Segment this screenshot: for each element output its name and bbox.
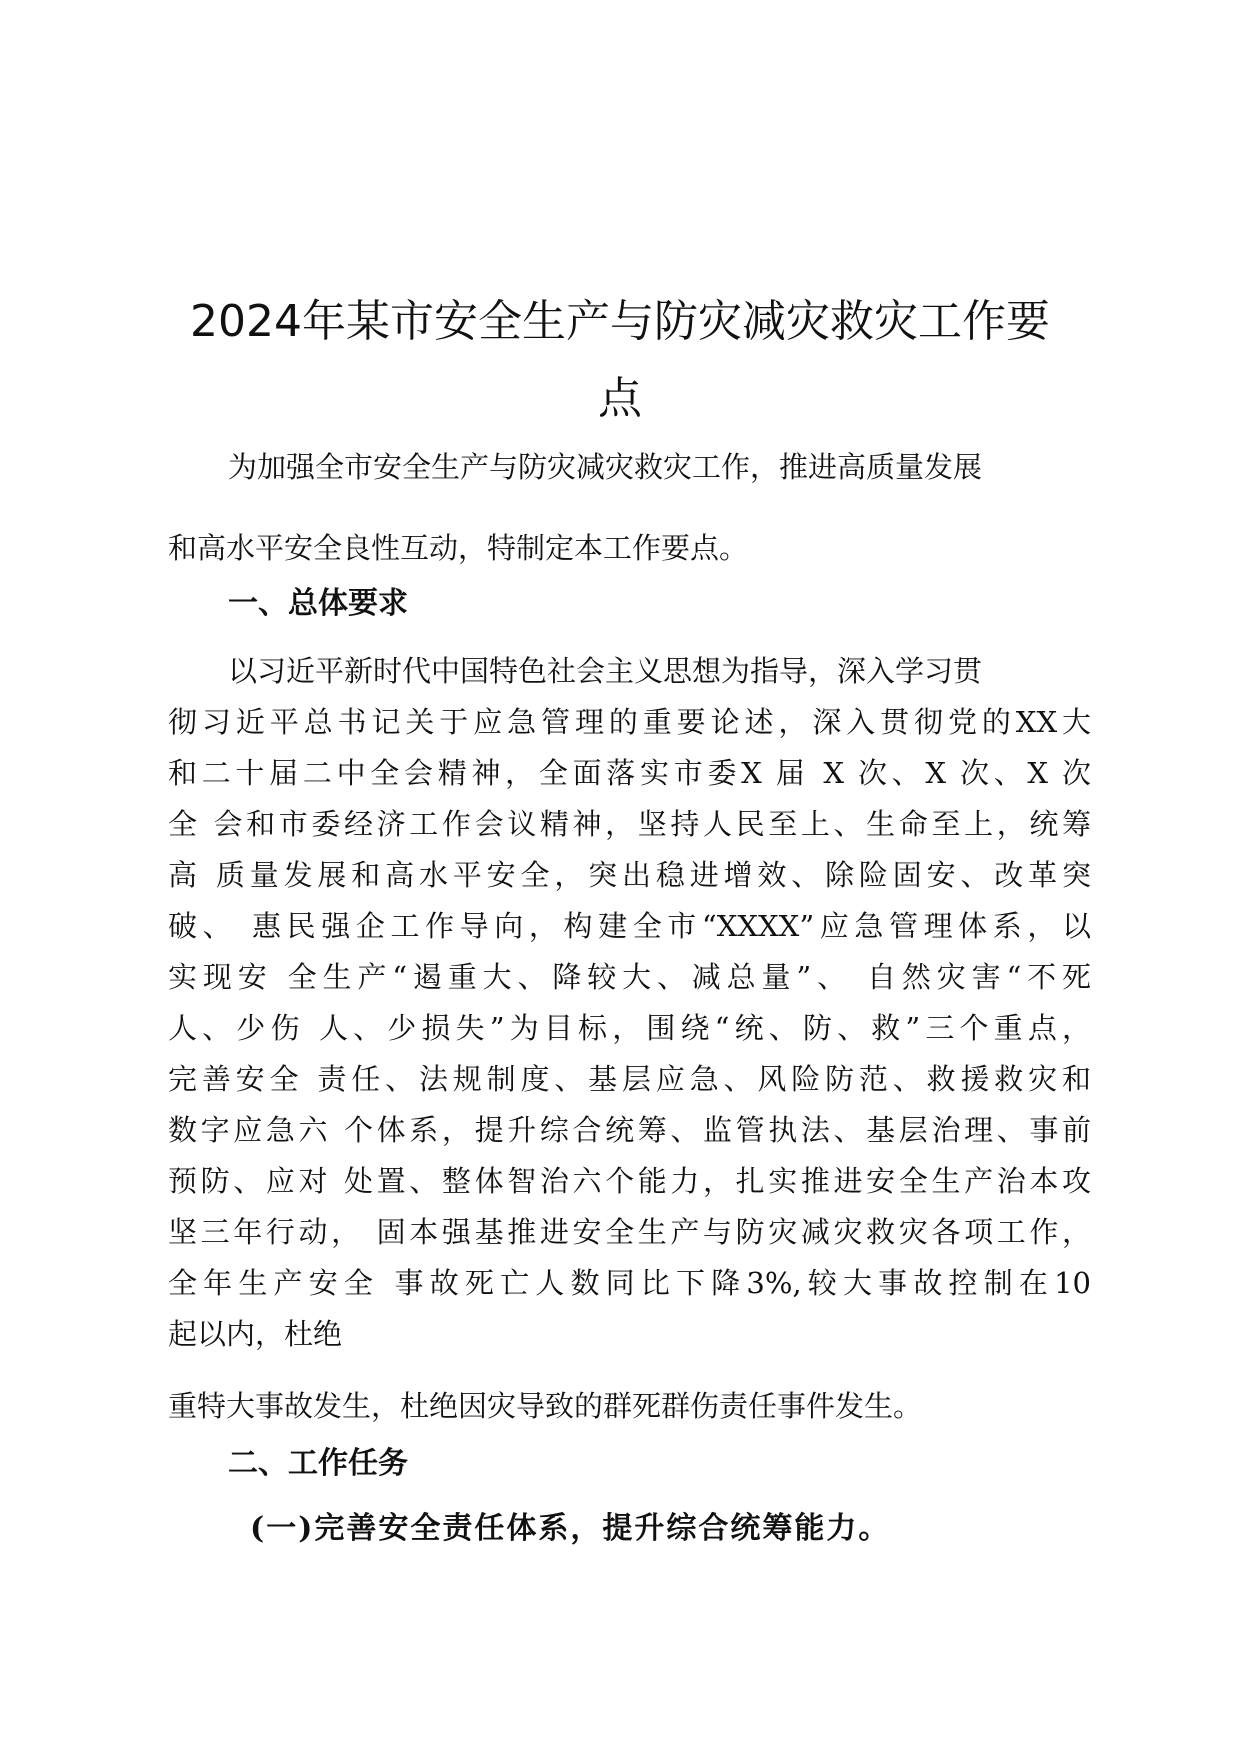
section1-line-12: 坚三年行动， 固本强基推进安全生产与防灾减灾救灾各项工作， xyxy=(168,1215,1091,1249)
section-heading-general-requirements: 一、总体要求 xyxy=(228,586,408,621)
section1-line-8: 人、少伤 人、少损失”为目标，围绕“统、防、救”三个重点， xyxy=(168,1011,1091,1045)
section1-line-10: 数字应急六 个体系，提升综合统筹、监管执法、基层治理、事前 xyxy=(168,1113,1091,1147)
section1-line-3: 和二十届二中全会精神，全面落实市委X 届 X 次、X 次、X 次 xyxy=(168,756,1091,790)
section-heading-work-tasks: 二、工作任务 xyxy=(228,1446,408,1481)
section1-line-9: 完善安全 责任、法规制度、基层应急、风险防范、救援救灾和 xyxy=(168,1062,1091,1096)
document-title-line-2: 点 xyxy=(598,373,642,424)
section1-line-14: 起以内，杜绝 xyxy=(168,1317,343,1351)
section1-line-5: 高 质量发展和高水平安全，突出稳进增效、除险固安、改革突 xyxy=(168,858,1091,892)
section1-line-11: 预防、应对 处置、整体智治六个能力，扎实推进安全生产治本攻 xyxy=(168,1164,1091,1198)
section1-line-1: 以习近平新时代中国特色社会主义思想为指导，深入学习贯 xyxy=(228,654,983,688)
intro-line-2: 和高水平安全良性互动，特制定本工作要点。 xyxy=(168,531,749,565)
section1-line-4: 全 会和市委经济工作会议精神，坚持人民至上、生命至上，统筹 xyxy=(168,807,1091,841)
subsection-heading-1: (一)完善安全责任体系，提升综合统筹能力。 xyxy=(250,1511,891,1546)
section1-line-2: 彻习近平总书记关于应急管理的重要论述，深入贯彻党的XX大 xyxy=(168,705,1091,739)
section1-line-13: 全年生产安全 事故死亡人数同比下降3%,较大事故控制在10 xyxy=(168,1266,1091,1300)
section1-line-7: 实现安 全生产“遏重大、降较大、减总量”、 自然灾害“不死 xyxy=(168,960,1091,994)
section1-closing-line: 重特大事故发生，杜绝因灾导致的群死群伤责任事件发生。 xyxy=(168,1389,923,1423)
section1-line-6: 破、 惠民强企工作导向，构建全市“XXXX”应急管理体系，以 xyxy=(168,909,1091,943)
intro-line-1: 为加强全市安全生产与防灾减灾救灾工作，推进高质量发展 xyxy=(228,450,983,484)
document-title-line-1: 2024年某市安全生产与防灾减灾救灾工作要 xyxy=(190,296,1050,347)
